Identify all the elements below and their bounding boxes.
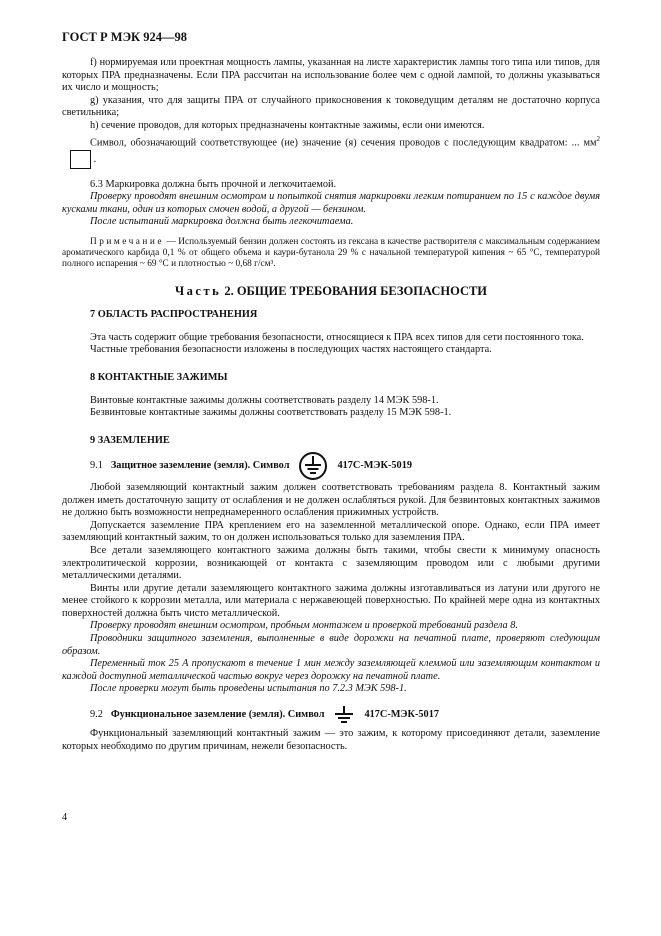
section-8-p2: Безвинтовые контактные зажимы должны соответствовать разделу 15 МЭК 598-1. bbox=[90, 407, 452, 419]
section-9-1-p2: Допускается заземление ПРА креплением его на заземленной металлической опоре. Однако, если ПРА имеет заземляющий контактный зажим, то он должен использоваться только для заземления ПРА. bbox=[62, 519, 600, 544]
clause-6-3 bbox=[62, 179, 600, 192]
document-header: ГОСТ Р МЭК 924—98 bbox=[62, 30, 187, 44]
section-9-1-p1: Любой заземляющий контактный зажим должен соответствовать требованиям раздела 8. Контактный зажим должен иметь достаточную защиту от ослабления и не должен ослабляться рукой. Для безвинтовых контактных зажимов не должно быть возможности непреднамеренного ослабления прижимных устройств. bbox=[62, 481, 600, 519]
section-9-1-p4: Винты или другие детали заземляющего контактного зажима должны изготавливаться из латуни или другого не менее стойкого к коррозии металла, или материала с нержавеющей поверхностью. По крайней мере одна из контактных поверхностей должна быть чисто металлической. bbox=[62, 582, 600, 619]
section-9-1-p3: Все детали заземляющего контактного зажима должны быть такими, чтобы свести к минимуму опасность электролитической коррозии, возникающей от контакта с заземляющим проводом или с любыми другими металлическими деталями. bbox=[62, 544, 600, 582]
part-label: Часть bbox=[174, 283, 222, 298]
section-7-p1: Эта часть содержит общие требования безопасности, относящиеся к ПРА всех типов для сети постоянного тока. bbox=[90, 331, 584, 343]
item-g: g) указания, что для защиты ПРА от случайного прикосновения к токоведущим деталям не достаточно корпуса светильника; bbox=[62, 94, 600, 119]
clause-6-3-text: 6.3 Маркировка должна быть прочной и легкочитаемой. bbox=[90, 178, 337, 190]
section-9-2-p1: Функциональный заземляющий контактный зажим — это зажим, к которому присоединяют детали, заземление которых необходимо по другим причинам, нежели безопасность. bbox=[62, 728, 600, 752]
heading-7: 7 ОБЛАСТЬ РАСПРОСТРАНЕНИЯ bbox=[90, 308, 258, 320]
section-9-2-code: 417С-МЭК-5017 bbox=[364, 708, 439, 720]
heading-8: 8 КОНТАКТНЫЕ ЗАЖИМЫ bbox=[90, 371, 228, 383]
symbol-dot: . bbox=[93, 153, 97, 165]
item-f: f) нормируемая или проектная мощность лампы, указанная на листе характеристик лампы того типа или типов, для которых ПРА предназначены. Если ПРА рассчитан на использование более чем с одной лампой, то должны указываться их число и мощность; bbox=[62, 57, 600, 94]
section-9-2-title bbox=[62, 702, 600, 728]
clause-6-3-check: Проверку проводят внешним осмотром и попыткой снятия маркировки легким потиранием по 15 с каждое двумя кусками ткани, один из которых смочен водой, а другой — бензином. bbox=[62, 191, 600, 215]
section-9-1-heading: Защитное заземление (земля). Символ bbox=[110, 459, 290, 471]
page-number: 4 bbox=[62, 812, 68, 823]
page-body bbox=[62, 30, 600, 753]
square-symbol bbox=[70, 150, 91, 169]
superscript-2: 2 bbox=[596, 134, 600, 143]
section-7-p2: Частные требования безопасности изложены в последующих частях настоящего стандарта. bbox=[90, 344, 492, 356]
section-9-1-code: 417С-МЭК-5019 bbox=[337, 459, 412, 471]
clause-6-3-after: После испытаний маркировка должна быть легкочитаема. bbox=[90, 216, 354, 228]
note-text: — Используемый бензин должен состоять из гексана в качестве растворителя с максимальным содержанием ароматического карбида 0,1 % от общего объема и каури-бутанола 29 % с начальной температурой кипения ~ 65 °С, температурой полного испарения ~ 69 °С и плотностью ~ 0,68 г/см³. bbox=[62, 236, 600, 270]
section-8-p1: Винтовые контактные зажимы должны соответствовать разделу 14 МЭК 598-1. bbox=[90, 394, 439, 406]
functional-earth-icon bbox=[332, 705, 356, 725]
section-9-1-check: Проверку проводят внешним осмотром, пробным монтажем и проверкой требований раздела 8. bbox=[90, 620, 518, 632]
protective-earth-icon bbox=[297, 451, 329, 481]
section-9-1-current: Переменный ток 25 А пропускают в течение 1 мин между заземляющей клеммой или заземляющим контактом и каждой доступной металлической частью вокруг через дорожку на печатной плате. bbox=[62, 658, 600, 682]
section-9-1-number: 9.1 bbox=[90, 459, 103, 471]
section-9-2-number: 9.2 bbox=[90, 708, 103, 720]
symbol-text: Символ, обозначающий соответствующее (ие) значение (я) сечения проводов с последующим квадратом: ... мм bbox=[90, 136, 597, 148]
note bbox=[62, 237, 600, 271]
symbol-paragraph bbox=[62, 133, 600, 169]
note-label: Примечание bbox=[90, 236, 164, 247]
section-9-1-pcb: Проводники защитного заземления, выполненные в виде дорожки на печатной плате, проверяют следующим образом. bbox=[62, 633, 600, 657]
part-title bbox=[62, 284, 600, 299]
item-h: h) сечение проводов, для которых предназначены контактные зажимы, если они имеются. bbox=[90, 119, 485, 131]
part-title-text: 2. ОБЩИЕ ТРЕБОВАНИЯ БЕЗОПАСНОСТИ bbox=[221, 283, 488, 298]
section-9-2-heading: Функциональное заземление (земля). Символ bbox=[110, 708, 325, 720]
heading-9: 9 ЗАЗЕМЛЕНИЕ bbox=[90, 434, 170, 446]
section-9-1-title bbox=[62, 450, 600, 482]
section-9-1-after: После проверки могут быть проведены испытания по 7.2.3 МЭК 598-1. bbox=[90, 683, 407, 695]
